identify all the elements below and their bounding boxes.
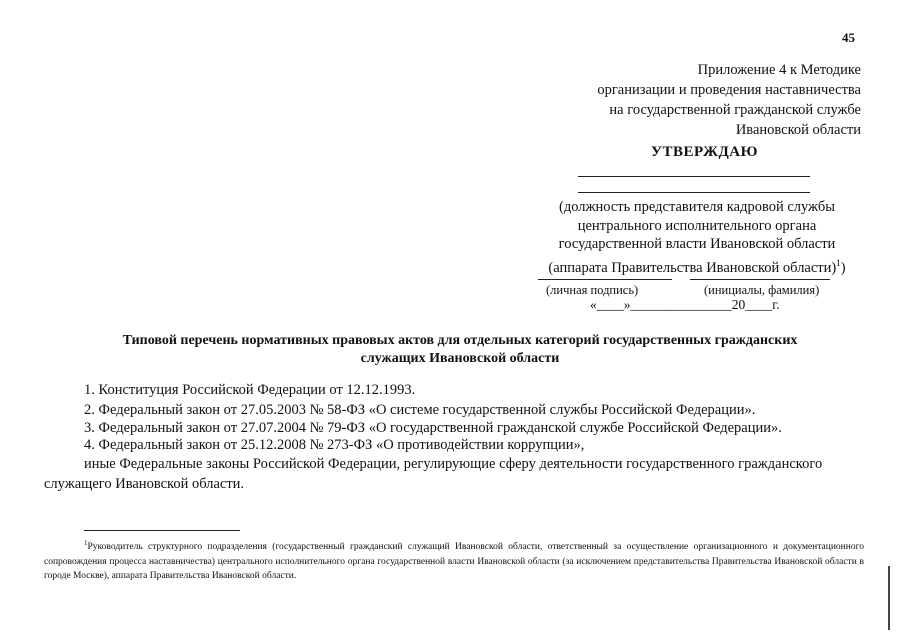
list-item: 2. Федеральный закон от 27.05.2003 № 58-ФЗ «О системе государственной службы Российской Федерации». [84, 402, 756, 418]
footnote-mark: 1 [84, 539, 88, 547]
name-line [690, 279, 830, 280]
annex-line-1: Приложение 4 к Методике [697, 62, 861, 78]
annex-header [597, 60, 861, 140]
approval-title: УТВЕРЖДАЮ [651, 144, 759, 160]
list-item: 1. Конституция Российской Федерации от 12.12.1993. [84, 382, 416, 398]
approval-blank-line-2 [578, 192, 810, 193]
footnote-divider [84, 530, 240, 531]
footnote-ref: 1 [836, 257, 841, 268]
annex-line-2: организации и проведения наставничества [597, 82, 861, 98]
other-laws-paragraph: иные Федеральные законы Российской Федерации, регулирующие сферу деятельности государственного гражданского служащего Ивановской области. [44, 456, 823, 492]
footnote [44, 536, 864, 584]
signature-line [538, 279, 672, 280]
list-item: 4. Федеральный закон от 25.12.2008 № 273-ФЗ «О противодействии коррупции», [84, 437, 585, 453]
list-item: 3. Федеральный закон от 27.07.2004 № 79-ФЗ «О государственной гражданской службе Российской Федерации». [84, 420, 782, 436]
scan-edge-mark [888, 566, 890, 630]
approval-position-close: ) [840, 259, 846, 276]
signature-label: (личная подпись) [546, 283, 639, 297]
document-title: Типовой перечень нормативных правовых актов для отдельных категорий государственных гражданских служащих Ивановской области [122, 333, 798, 366]
annex-line-4: Ивановской области [735, 122, 861, 138]
annex-line-3: на государственной гражданской службе [609, 102, 861, 118]
approval-blank-line-1 [578, 176, 810, 177]
page-number: 45 [842, 30, 855, 45]
footnote-text: Руководитель структурного подразделения (государственный гражданский служащий Ивановской области, ответственный за осуществление организационного и документационного сопровождения процесса наставничества) центрального исполнительного органа государственной власти Ивановской области (за исключением представительства Правительства Ивановской области в городе Москве), аппарата Правительства Ивановской области. [44, 542, 864, 582]
approval-position-text [532, 198, 862, 277]
approval-position-body: (должность представителя кадровой службы центрального исполнительного органа государственной власти Ивановской области (аппарата Правительства Ивановской области) [548, 199, 837, 276]
approval-date: «____»_______________20____г. [590, 297, 780, 312]
name-label: (инициалы, фамилия) [704, 283, 820, 297]
